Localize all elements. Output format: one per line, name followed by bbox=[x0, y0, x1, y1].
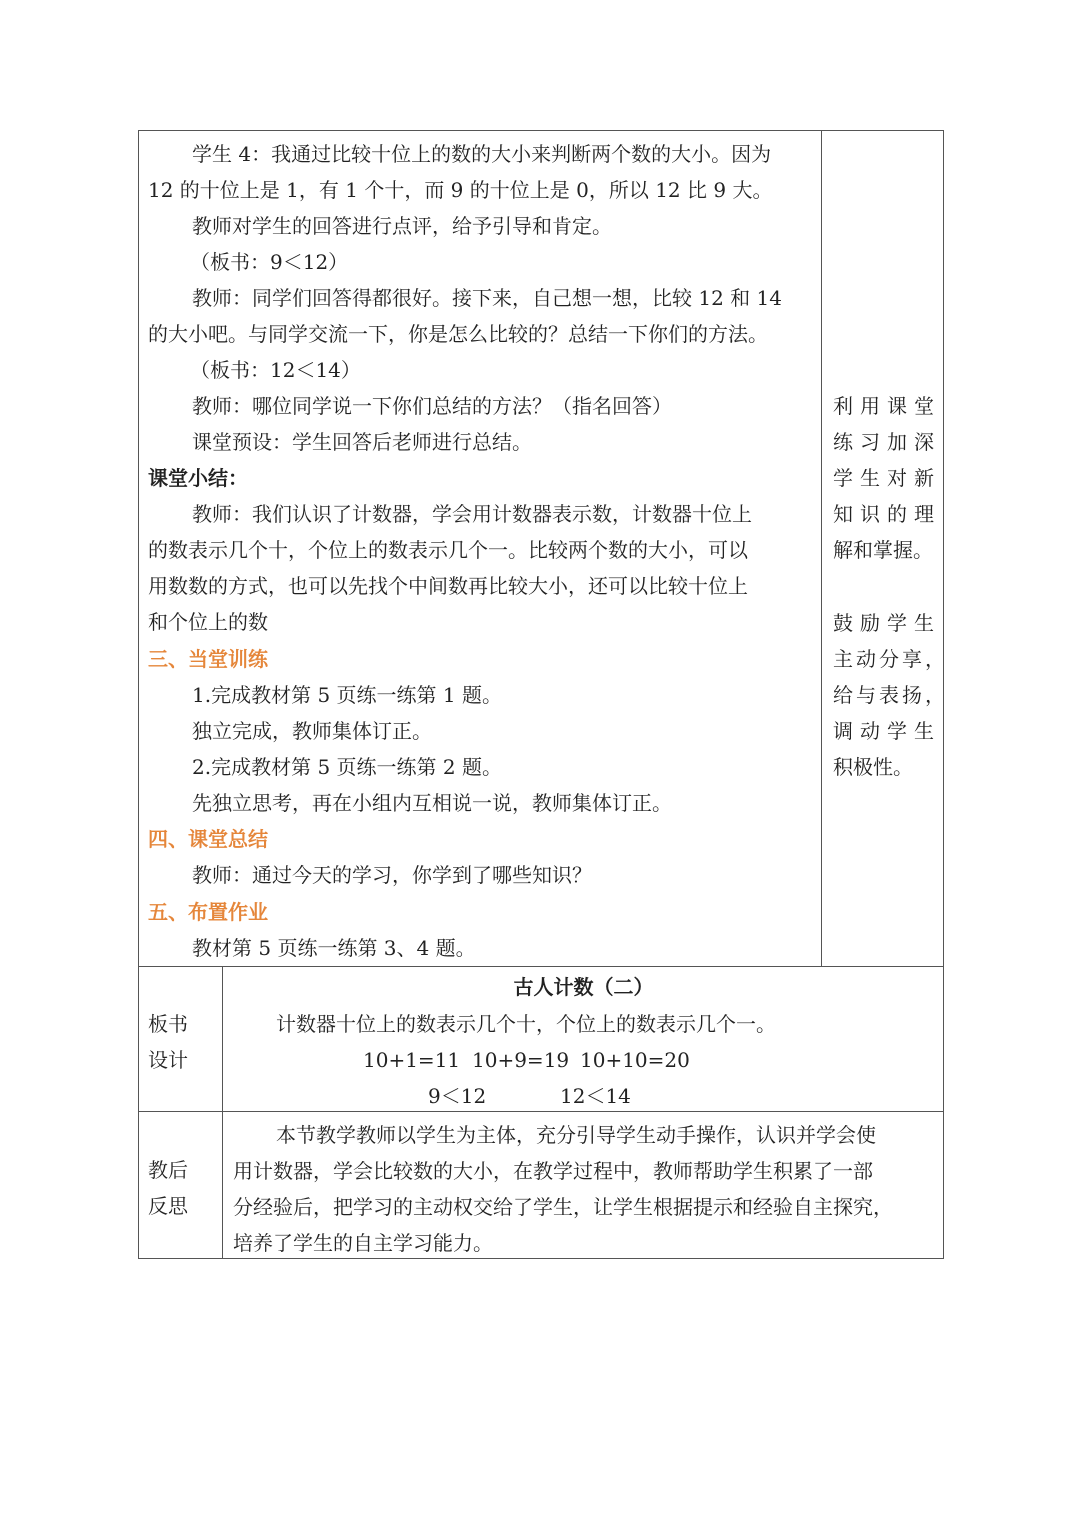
main-line: 教师：通过今天的学习，你学到了哪些知识？ bbox=[192, 863, 592, 887]
note-line: 积极性。 bbox=[833, 755, 913, 779]
main-line: 2.完成教材第 5 页练一练第 2 题。 bbox=[192, 755, 502, 779]
main-line: 独立完成，教师集体订正。 bbox=[192, 719, 432, 743]
section-heading-review: 四、课堂总结 bbox=[148, 827, 268, 851]
board-label-line1: 板书 bbox=[148, 1012, 188, 1036]
board-title: 古人计数（二） bbox=[513, 975, 654, 999]
main-line: 教师：同学们回答得都很好。接下来，自己想一想，比较 12 和 14 bbox=[192, 286, 782, 310]
main-line: 教师对学生的回答进行点评，给予引导和肯定。 bbox=[192, 214, 612, 238]
reflection-line: 分经验后，把学习的主动权交给了学生，让学生根据提示和经验自主探究， bbox=[233, 1195, 893, 1219]
section-heading-practice: 三、当堂训练 bbox=[148, 647, 268, 671]
section-heading-homework: 五、布置作业 bbox=[148, 900, 268, 924]
main-line: 12 的十位上是 1，有 1 个十，而 9 的十位上是 0，所以 12 比 9 大。 bbox=[148, 178, 773, 202]
main-line: 和个位上的数 bbox=[148, 610, 268, 634]
note-line: 学生对新 bbox=[833, 466, 941, 490]
main-line: 教材第 5 页练一练第 3、4 题。 bbox=[192, 936, 476, 960]
reflection-line: 培养了学生的自主学习能力。 bbox=[233, 1231, 493, 1255]
reflection-label-line1: 教后 bbox=[148, 1158, 188, 1182]
main-line: （板书：12＜14） bbox=[190, 358, 361, 382]
board-equation: 10+10=20 bbox=[580, 1048, 690, 1072]
note-line: 知识的理 bbox=[833, 502, 941, 526]
note-line: 主动分享， bbox=[833, 647, 948, 671]
board-comparison: 9＜12 bbox=[428, 1084, 487, 1108]
main-line: 学生 4：我通过比较十位上的数的大小来判断两个数的大小。因为 bbox=[192, 142, 772, 166]
note-line: 给与表扬， bbox=[833, 683, 948, 707]
note-line: 调动学生 bbox=[833, 719, 941, 743]
main-line: 教师：哪位同学说一下你们总结的方法？（指名回答） bbox=[192, 394, 672, 418]
main-line: 的大小吧。与同学交流一下，你是怎么比较的？总结一下你们的方法。 bbox=[148, 322, 768, 346]
board-comparison: 12＜14 bbox=[560, 1084, 631, 1108]
main-line: 课堂预设：学生回答后老师进行总结。 bbox=[192, 430, 532, 454]
board-line: 计数器十位上的数表示几个十，个位上的数表示几个一。 bbox=[276, 1012, 776, 1036]
main-line: 教师：我们认识了计数器，学会用计数器表示数，计数器十位上 bbox=[192, 502, 752, 526]
notes-divider bbox=[821, 130, 822, 967]
board-equation: 10+1=11 bbox=[363, 1048, 461, 1072]
board-top-divider bbox=[138, 966, 944, 967]
main-line: （板书：9＜12） bbox=[190, 250, 349, 274]
board-equation: 10+9=19 bbox=[472, 1048, 570, 1072]
label-column-divider bbox=[222, 966, 223, 1259]
main-line: 1.完成教材第 5 页练一练第 1 题。 bbox=[192, 683, 502, 707]
note-line: 练习加深 bbox=[833, 430, 941, 454]
section-heading-summary: 课堂小结： bbox=[148, 466, 248, 490]
note-line: 解和掌握。 bbox=[833, 538, 933, 562]
note-line: 利用课堂 bbox=[833, 394, 941, 418]
main-line: 用数数的方式，也可以先找个中间数再比较大小，还可以比较十位上 bbox=[148, 574, 748, 598]
reflection-line: 本节教学教师以学生为主体，充分引导学生动手操作，认识并学会使 bbox=[276, 1123, 876, 1147]
note-line: 鼓励学生 bbox=[833, 611, 941, 635]
reflection-label-line2: 反思 bbox=[148, 1194, 188, 1218]
reflection-line: 用计数器，学会比较数的大小，在教学过程中，教师帮助学生积累了一部 bbox=[233, 1159, 873, 1183]
reflection-top-divider bbox=[138, 1111, 944, 1112]
board-label-line2: 设计 bbox=[148, 1048, 188, 1072]
main-line: 先独立思考，再在小组内互相说一说，教师集体订正。 bbox=[192, 791, 672, 815]
main-line: 的数表示几个十，个位上的数表示几个一。比较两个数的大小，可以 bbox=[148, 538, 748, 562]
